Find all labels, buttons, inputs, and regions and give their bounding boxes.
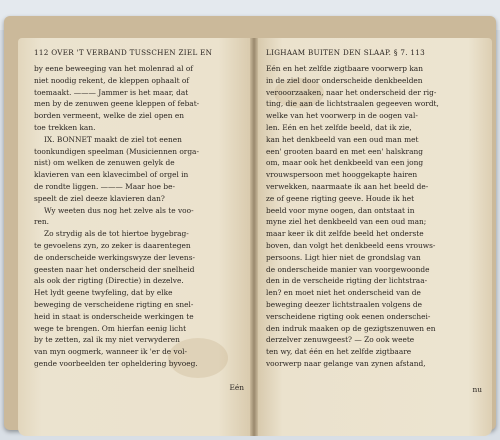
text-line: kan het denkbeeld van een oud man met (266, 134, 419, 144)
text-line: voorwerp naar gelange van zynen afstand, (266, 358, 426, 368)
text-line: toemaakt. ——— Jammer is het maar, dat (34, 87, 189, 97)
text-line: verwekken, naarmaate ik aan het beeld de- (266, 181, 429, 191)
text-line: by eene beweeging van het molenrad al of (34, 64, 194, 73)
text-line: klavieren van een klavecimbel of orgel in (34, 170, 189, 180)
text-line: een' grooten baard en met een' halskrang (266, 146, 423, 156)
text-line: Zo strydig als de tot hiertoe bygebrag- (44, 229, 189, 239)
right-page (254, 38, 492, 436)
text-line: te gevoelens zyn, zo zeker is daarentegen (34, 240, 191, 250)
right-page-catchword: nu (472, 385, 482, 394)
text-line: toe trekken kan. (34, 122, 96, 132)
text-line: nist) om welken de zenuwen gelyk de (34, 158, 175, 168)
text-line: beeld voor myne oogen, dan ontstaat in (266, 205, 415, 215)
text-line: verscheidene rigting ook eenen onderschei- (266, 311, 431, 321)
text-line: in de ziel door onderscheide denkbeelden (266, 75, 423, 85)
text-line: len? en moet niet het onderscheid van de (266, 288, 421, 298)
text-line: Wy weeten dus nog het zelve als te voo- (44, 205, 194, 215)
right-page-text (266, 63, 484, 370)
text-line: de onderscheide manier van voorgewoonde (266, 264, 430, 274)
text-line: wege te brengen. Om hierfan eenig licht (34, 323, 187, 333)
text-line: ze of geene rigting geeve. Houde ik het (266, 193, 415, 203)
right-page-header: LIGHAAM BUITEN DEN SLAAP. § 7. 113 (266, 48, 425, 57)
text-line: beweging deezer lichtstraalen volgens de (266, 299, 423, 309)
text-line: den in de verscheide rigting der lichtstraa- (266, 276, 428, 286)
text-line: vrouwspersoon met hooggekapte hairen (266, 170, 418, 180)
text-line: Eén en het zelfde zigtbaare voorwerp kan (266, 64, 423, 73)
text-line: derzelver zenuwgeest? — Zo ook weete (266, 335, 415, 345)
text-line: maar keer ik dit zelfde beeld het onderste (266, 229, 424, 239)
text-line: geesten naar het onderscheid der snelheid (34, 264, 195, 274)
open-book (4, 16, 496, 430)
text-line: om, maar ook het denkbeeld van een jong (266, 158, 424, 168)
left-page (18, 38, 254, 436)
text-line: borden vermeent, welke de ziel open en (34, 111, 185, 121)
text-line: den indruk maaken op de gezigtszenuwen en (266, 323, 436, 333)
text-line: welke van het voorwerp in de oogen val- (266, 111, 418, 121)
text-line: gende voorbeelden ter opheldering byvoeg. (34, 358, 198, 368)
text-line: by te zetten, zal ik my niet verwyderen (34, 335, 180, 345)
text-line: ten wy, dat één en het zelfde zigtbaare (266, 347, 412, 357)
text-line: IX. BONNET maakt de ziel tot eenen (44, 134, 182, 144)
text-line: men by de zenuwen geene kleppen of febat- (34, 99, 200, 109)
text-line: toonkundigen speelman (Musiciennen orga- (34, 146, 199, 156)
text-line: verooorzaaken, naar het onderscheid der rig- (266, 87, 437, 97)
text-line: ren. (34, 217, 50, 227)
left-page-text (34, 63, 248, 370)
left-page-header: 112 OVER 'T VERBAND TUSSCHEN ZIEL EN (34, 48, 213, 57)
text-line: de onderscheide werkingswyze der levens- (34, 252, 195, 262)
text-line: de rondte liggen. ——— Maar hoe be- (34, 181, 175, 191)
text-line: als ook der rigting (Directie) in dezelve. (34, 276, 184, 286)
text-line: heid in staat is onderscheide werkingen te (34, 311, 194, 321)
text-line: niet noodig rekent, de kleppen ophaalt of (34, 75, 190, 85)
text-line: boven, dan volgt het denkbeeld eens vrouws- (266, 240, 436, 250)
text-line: speelt de ziel deeze klavieren dan? (34, 193, 165, 203)
text-line: myne ziel het denkbeeld van een oud man; (266, 217, 427, 227)
text-line: Het lydt geene twyfeling, dat by elke (34, 288, 173, 298)
book-gutter (250, 38, 258, 436)
text-line: persoons. Ligt hier niet de grondslag van (266, 252, 421, 262)
left-page-catchword: Eén (229, 383, 244, 392)
text-line: van myn oogmerk, wanneer ik 'er de vol- (34, 347, 188, 357)
text-line: len. Eén en het zelfde beeld, dat ik zie, (266, 122, 412, 132)
text-line: ting, die aan de lichtstraalen gegeeven wordt, (266, 99, 439, 109)
text-line: beweging de verscheidene rigting en snel- (34, 299, 194, 309)
